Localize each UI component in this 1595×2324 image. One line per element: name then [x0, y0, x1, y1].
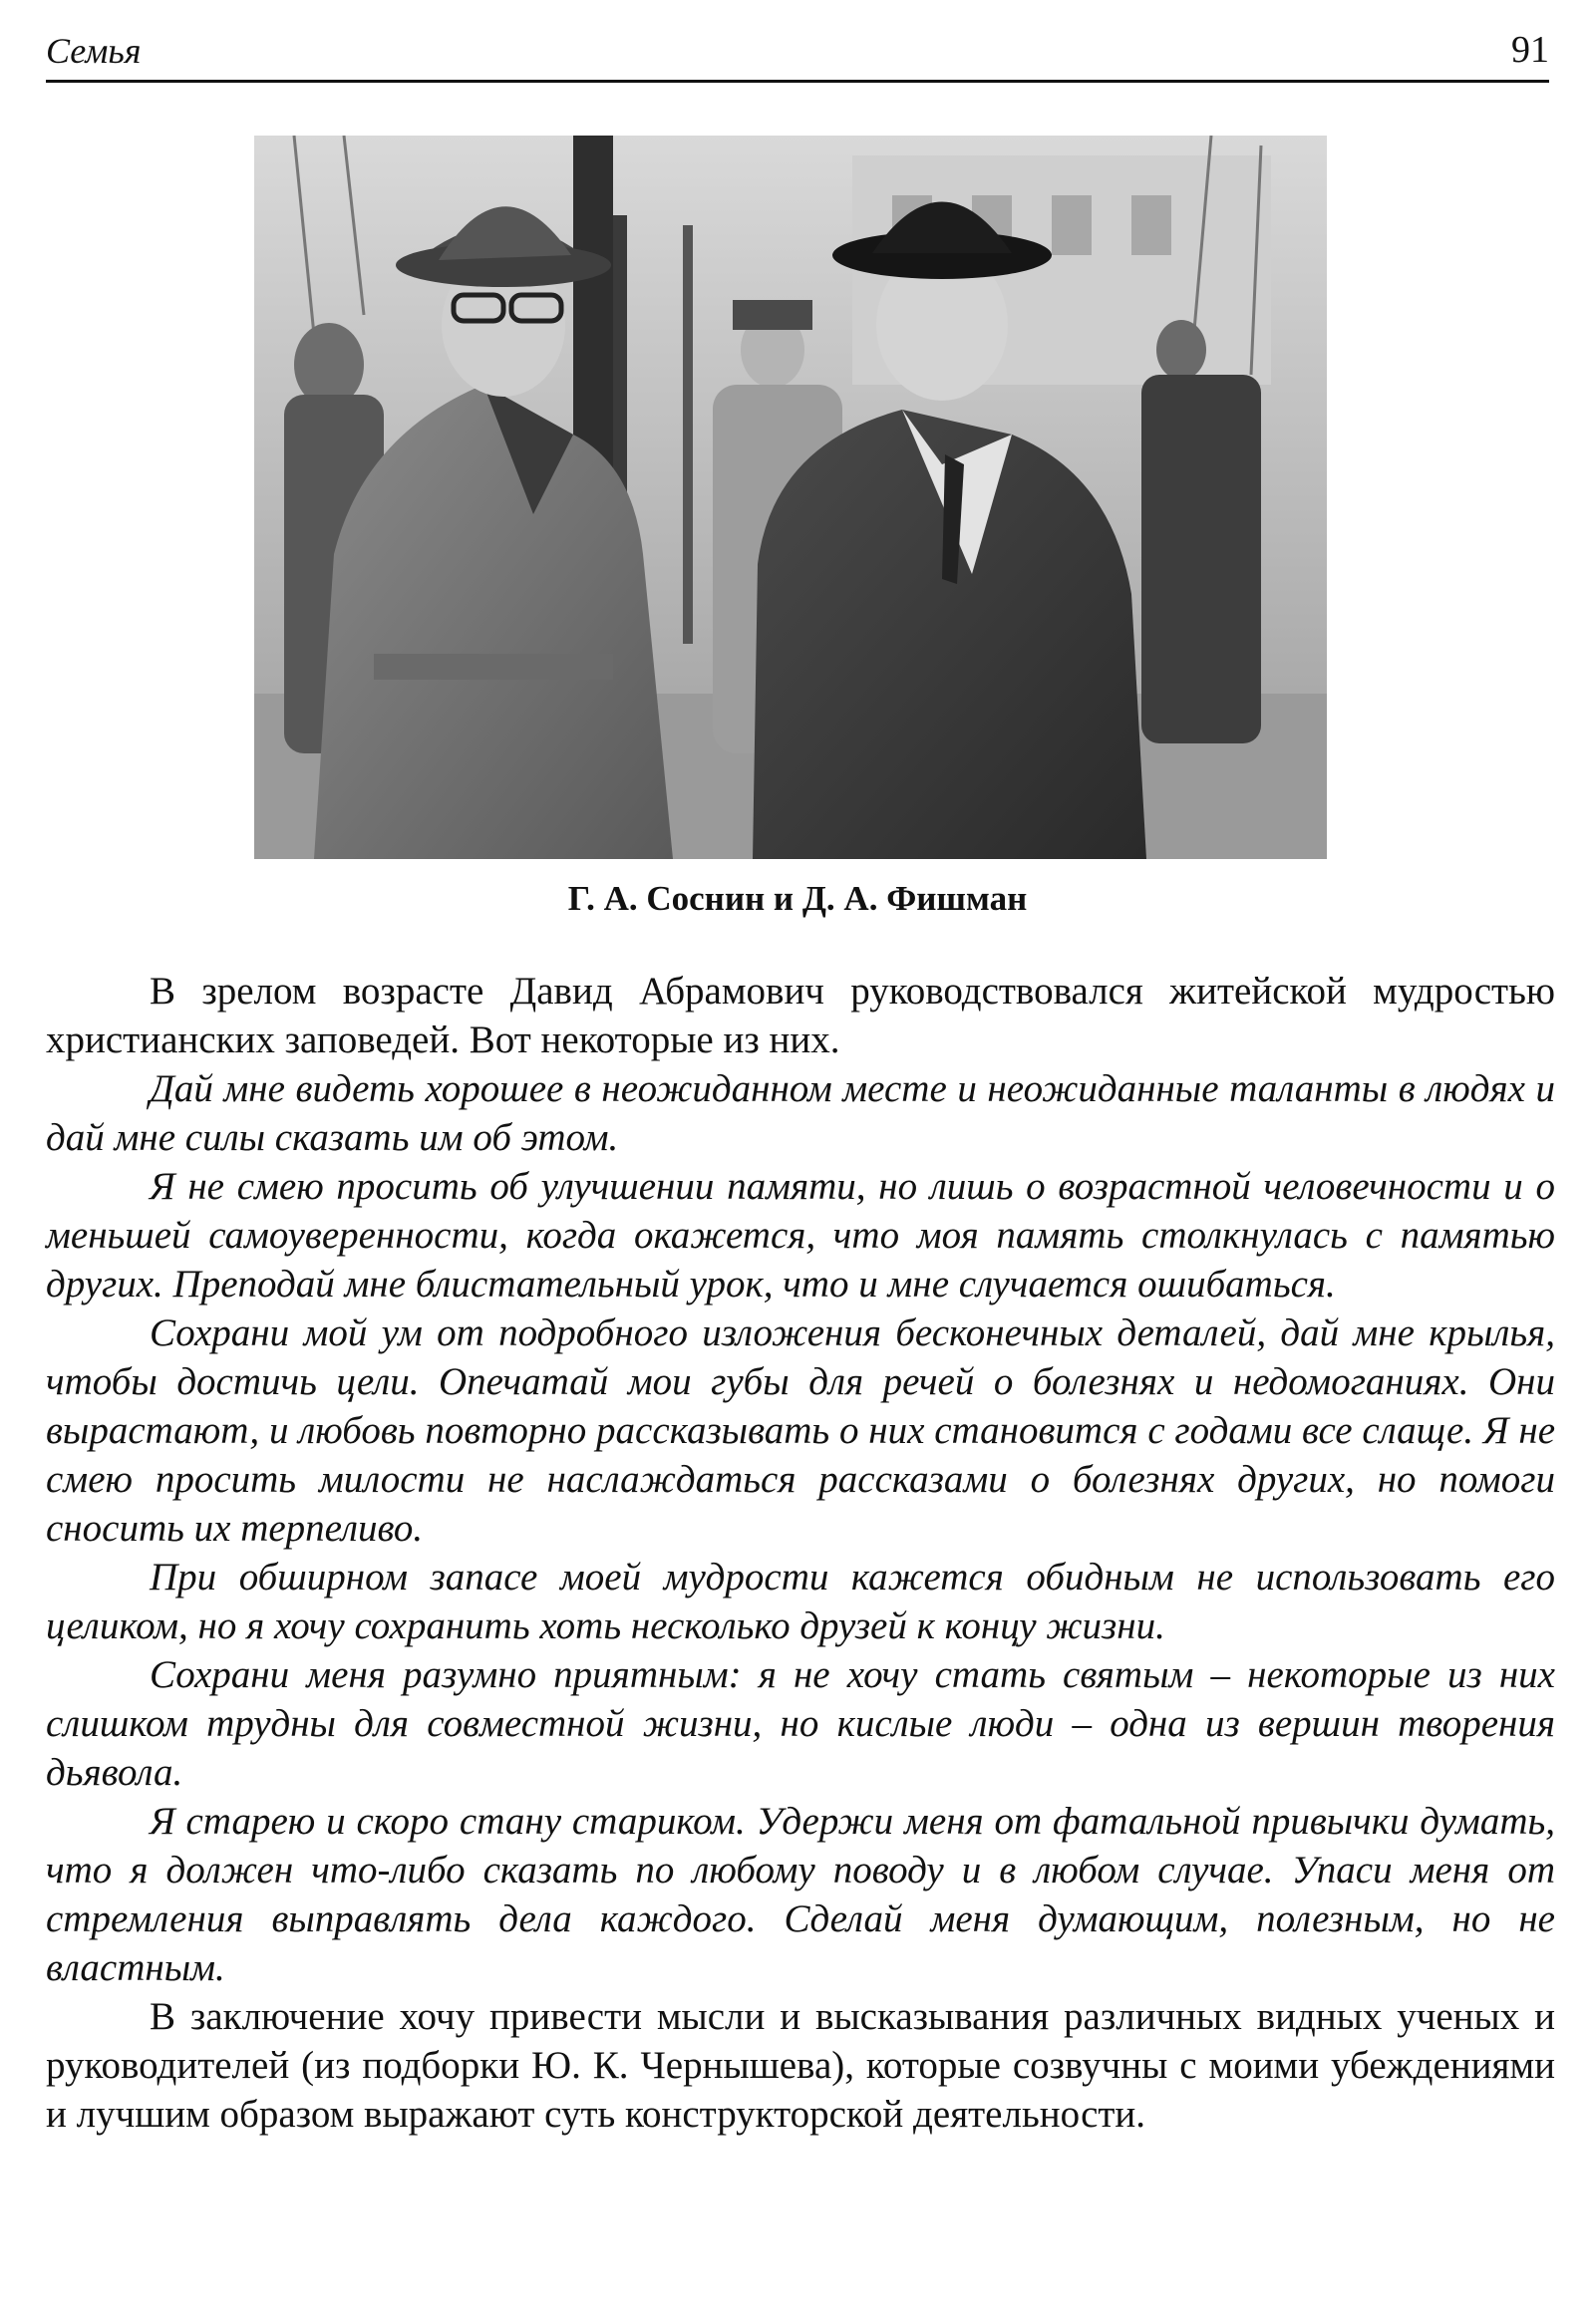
- paragraph-commandment-3: Сохрани мой ум от подробного изложения бесконечных деталей, дай мне крылья, чтобы достичь цели. Опечатай мои губы для речей о болезнях и недомоганиях. Они вырастают, и любовь повторно рассказывать о них становится с годами все слаще. Я не смею просить милости не наслаждаться рассказами о болезнях других, но помоги сносить их терпеливо.: [46, 1311, 1555, 1550]
- photo-caption: Г. А. Соснин и Д. А. Фишман: [567, 879, 1028, 918]
- paragraph-intro: В зрелом возрасте Давид Абрамович руководствовался житейской мудростью христианских заповедей. Вот некоторые из них.: [46, 970, 1555, 1061]
- paragraph-commandment-5: Сохрани меня разумно приятным: я не хочу стать святым – некоторые из них слишком трудны для совместной жизни, но кислые люди – одна из вершин творения дьявола.: [46, 1653, 1555, 1794]
- running-head: [46, 26, 1549, 83]
- body-text: [46, 967, 1555, 2139]
- paragraph-commandment-6: Я старею и скоро стану стариком. Удержи меня от фатальной привычки думать, что я должен что-либо сказать по любому поводу и в любом случае. Упаси меня от стремления выправлять дела каждого. Сделай меня думающим, полезным, но не властным.: [46, 1800, 1555, 1989]
- photo-two-men-in-hats: [254, 136, 1327, 859]
- paragraph-commandment-4: При обширном запасе моей мудрости кажется обидным не использовать его целиком, но я хочу сохранить хоть несколько друзей к концу жизни.: [46, 1556, 1555, 1647]
- page-number: 91: [1511, 29, 1549, 71]
- paragraph-commandment-1: Дай мне видеть хорошее в неожиданном месте и неожиданные таланты в людях и дай мне силы сказать им об этом.: [46, 1067, 1555, 1159]
- section-title: Семья: [46, 31, 142, 71]
- paragraph-conclusion: В заключение хочу привести мысли и высказывания различных видных ученых и руководителей (из подборки Ю. К. Чернышева), которые созвучны с моими убеждениями и лучшим образом выражают суть конструкторской деятельности.: [46, 1995, 1555, 2136]
- paragraph-commandment-2: Я не смею просить об улучшении памяти, но лишь о возрастной человечности и о меньшей самоуверенности, когда окажется, что моя память столкнулась с памятью других. Преподай мне блистательный урок, что и мне случается ошибаться.: [46, 1165, 1555, 1306]
- photo-illustration: [254, 136, 1327, 859]
